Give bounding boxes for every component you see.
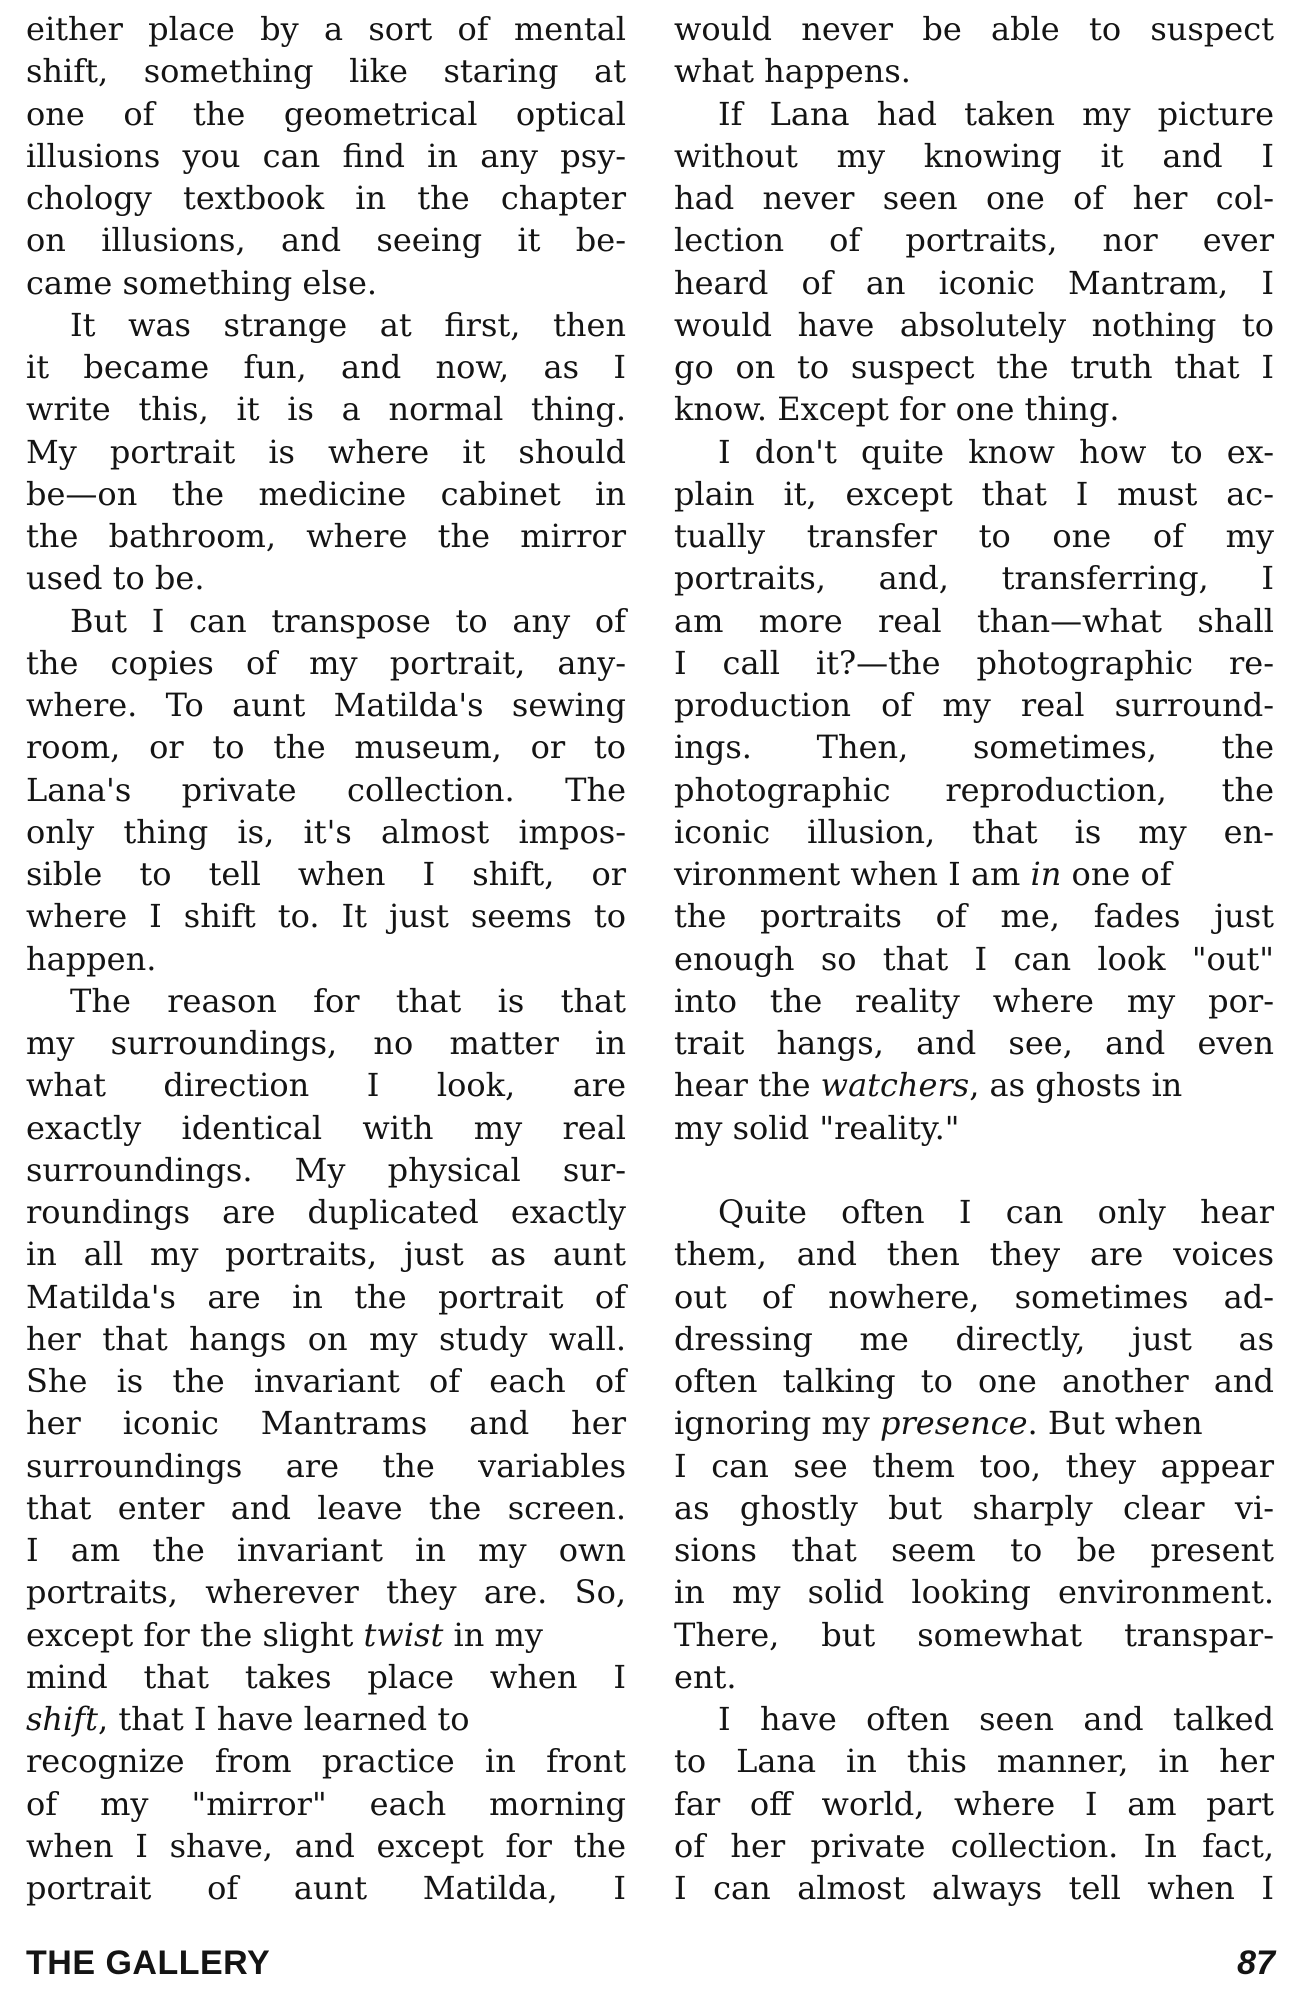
text-line: I can see them too, they appear	[674, 1446, 1274, 1485]
text-line: of my "mirror" each morning	[26, 1784, 626, 1823]
emphasis-word: in	[1030, 855, 1062, 893]
emphasis-word: shift	[26, 1700, 98, 1738]
text-line: without my knowing it and I	[674, 136, 1274, 175]
text-line: Lana's private collection. The	[26, 770, 626, 809]
text-line: dressing me directly, just as	[674, 1319, 1274, 1358]
text-line: I call it?—the photographic re-	[674, 643, 1274, 682]
text-line	[26, 1614, 626, 1656]
text-line: Quite often I can only hear	[718, 1193, 1274, 1231]
text-line: trait hangs, and see, and even	[674, 1024, 1274, 1062]
text-line: The reason for that is that	[70, 981, 626, 1020]
text-line: She is the invariant of each of	[26, 1362, 626, 1400]
text-line: portraits, and, transferring, I	[674, 559, 1274, 598]
text-line: when I shave, and except for the	[26, 1826, 626, 1865]
text-line: them, and then they are voices	[674, 1235, 1274, 1274]
text-line: happen.	[26, 939, 157, 978]
text-line: often talking to one another and	[674, 1362, 1274, 1400]
text-line: where I shift to. It just seems to	[26, 897, 626, 936]
text-line: sions that seem to be present	[674, 1531, 1274, 1569]
text-line: out of nowhere, sometimes ad-	[674, 1277, 1274, 1316]
text-fragment: except for the slight	[26, 1615, 364, 1654]
text-line: But I can transpose to any of	[70, 601, 626, 640]
text-line: know. Except for one thing.	[674, 390, 1120, 429]
text-line: I can almost always tell when I	[674, 1869, 1274, 1907]
section-break	[674, 1149, 1274, 1191]
text-line: the copies of my portrait, any-	[26, 643, 626, 682]
text-line: If Lana had taken my picture	[718, 94, 1274, 133]
text-line: her that hangs on my study wall.	[26, 1319, 626, 1358]
text-line: be—on the medicine cabinet in	[26, 474, 626, 513]
text-line: used to be.	[26, 559, 205, 598]
text-line: Matilda's are in the portrait of	[26, 1277, 626, 1316]
text-line: in my solid looking environment.	[674, 1573, 1274, 1612]
text-line: surroundings are the variables	[26, 1446, 626, 1485]
text-fragment: ignoring my	[674, 1404, 880, 1443]
text-line: the portraits of me, fades just	[674, 897, 1274, 936]
left-column	[26, 8, 626, 1909]
text-line: into the reality where my por-	[674, 981, 1274, 1020]
text-line	[674, 1402, 1274, 1444]
text-line: ent.	[674, 1657, 737, 1696]
text-line	[674, 1064, 1274, 1106]
text-line: There, but somewhat transpar-	[674, 1615, 1274, 1654]
text-line: room, or to the museum, or to	[26, 728, 626, 767]
text-line: of her private collection. In fact,	[674, 1826, 1274, 1865]
text-line: lection of portraits, nor ever	[674, 221, 1274, 260]
text-line: I have often seen and talked	[718, 1700, 1274, 1738]
text-line: shift, something like staring at	[26, 52, 626, 91]
text-fragment: , as ghosts in	[969, 1066, 1183, 1105]
text-line: what direction I look, are	[26, 1066, 626, 1105]
text-fragment: in my	[443, 1615, 543, 1654]
emphasis-word: presence	[879, 1404, 1028, 1443]
text-line: It was strange at first, then	[70, 305, 626, 344]
right-column	[674, 8, 1274, 1909]
text-line: as ghostly but sharply clear vi-	[674, 1488, 1274, 1527]
text-line: plain it, except that I must ac-	[674, 474, 1274, 513]
text-line: had never seen one of her col-	[674, 179, 1274, 217]
text-line	[674, 853, 1274, 895]
text-line: My portrait is where it should	[26, 432, 626, 471]
text-line: would never be able to suspect	[674, 10, 1274, 48]
text-fragment: . But when	[1027, 1404, 1203, 1443]
text-line: to Lana in this manner, in her	[674, 1742, 1274, 1781]
text-fragment: , that I have learned to	[97, 1700, 470, 1738]
text-line: surroundings. My physical sur-	[26, 1150, 626, 1189]
text-line: am more real than—what shall	[674, 601, 1274, 640]
text-line: sible to tell when I shift, or	[26, 855, 626, 893]
text-line: tually transfer to one of my	[674, 517, 1274, 555]
text-line: enough so that I can look "out"	[674, 939, 1274, 978]
text-line: my surroundings, no matter in	[26, 1024, 626, 1062]
text-line: that enter and leave the screen.	[26, 1488, 626, 1527]
text-line: heard of an iconic Mantram, I	[674, 263, 1274, 302]
text-fragment: hear the	[674, 1066, 821, 1105]
text-line: portrait of aunt Matilda, I	[26, 1869, 626, 1907]
text-line: ings. Then, sometimes, the	[674, 728, 1274, 767]
text-line: I don't quite know how to ex-	[718, 432, 1274, 471]
text-line: in all my portraits, just as aunt	[26, 1235, 626, 1274]
emphasis-word: twist	[363, 1615, 444, 1654]
text-line: recognize from practice in front	[26, 1742, 626, 1781]
text-line: would have absolutely nothing to	[674, 305, 1274, 344]
text-line: roundings are duplicated exactly	[26, 1193, 626, 1231]
text-line: either place by a sort of mental	[26, 10, 626, 48]
text-line: iconic illusion, that is my en-	[674, 812, 1274, 851]
text-line	[26, 1698, 626, 1740]
text-fragment: vironment when I am	[674, 855, 1031, 893]
text-line: photographic reproduction, the	[674, 770, 1274, 809]
text-line: exactly identical with my real	[26, 1108, 626, 1147]
text-line: I am the invariant in my own	[26, 1531, 626, 1569]
text-line: her iconic Mantrams and her	[26, 1404, 626, 1443]
text-line: chology textbook in the chapter	[26, 179, 626, 217]
page-number: 87	[1237, 1944, 1275, 1982]
emphasis-word: watchers	[820, 1066, 970, 1105]
text-line: my solid "reality."	[674, 1108, 960, 1147]
text-line: where. To aunt Matilda's sewing	[26, 686, 626, 724]
text-line: what happens.	[674, 52, 911, 91]
text-line: it became fun, and now, as I	[26, 348, 626, 386]
text-line: the bathroom, where the mirror	[26, 517, 626, 555]
text-line: mind that takes place when I	[26, 1657, 626, 1696]
text-fragment: one of	[1061, 855, 1172, 893]
text-line: go on to suspect the truth that I	[674, 348, 1274, 386]
text-line: production of my real surround-	[674, 686, 1274, 724]
text-line: on illusions, and seeing it be-	[26, 221, 626, 260]
text-line: one of the geometrical optical	[26, 94, 626, 133]
text-line: illusions you can find in any psy-	[26, 136, 626, 175]
text-line: far off world, where I am part	[674, 1784, 1274, 1823]
text-line: only thing is, it's almost impos-	[26, 812, 626, 851]
text-line: write this, it is a normal thing.	[26, 390, 626, 429]
text-line: portraits, wherever they are. So,	[26, 1573, 626, 1612]
text-line: came something else.	[26, 263, 378, 302]
footer-publication-title: THE GALLERY	[26, 1944, 271, 1982]
